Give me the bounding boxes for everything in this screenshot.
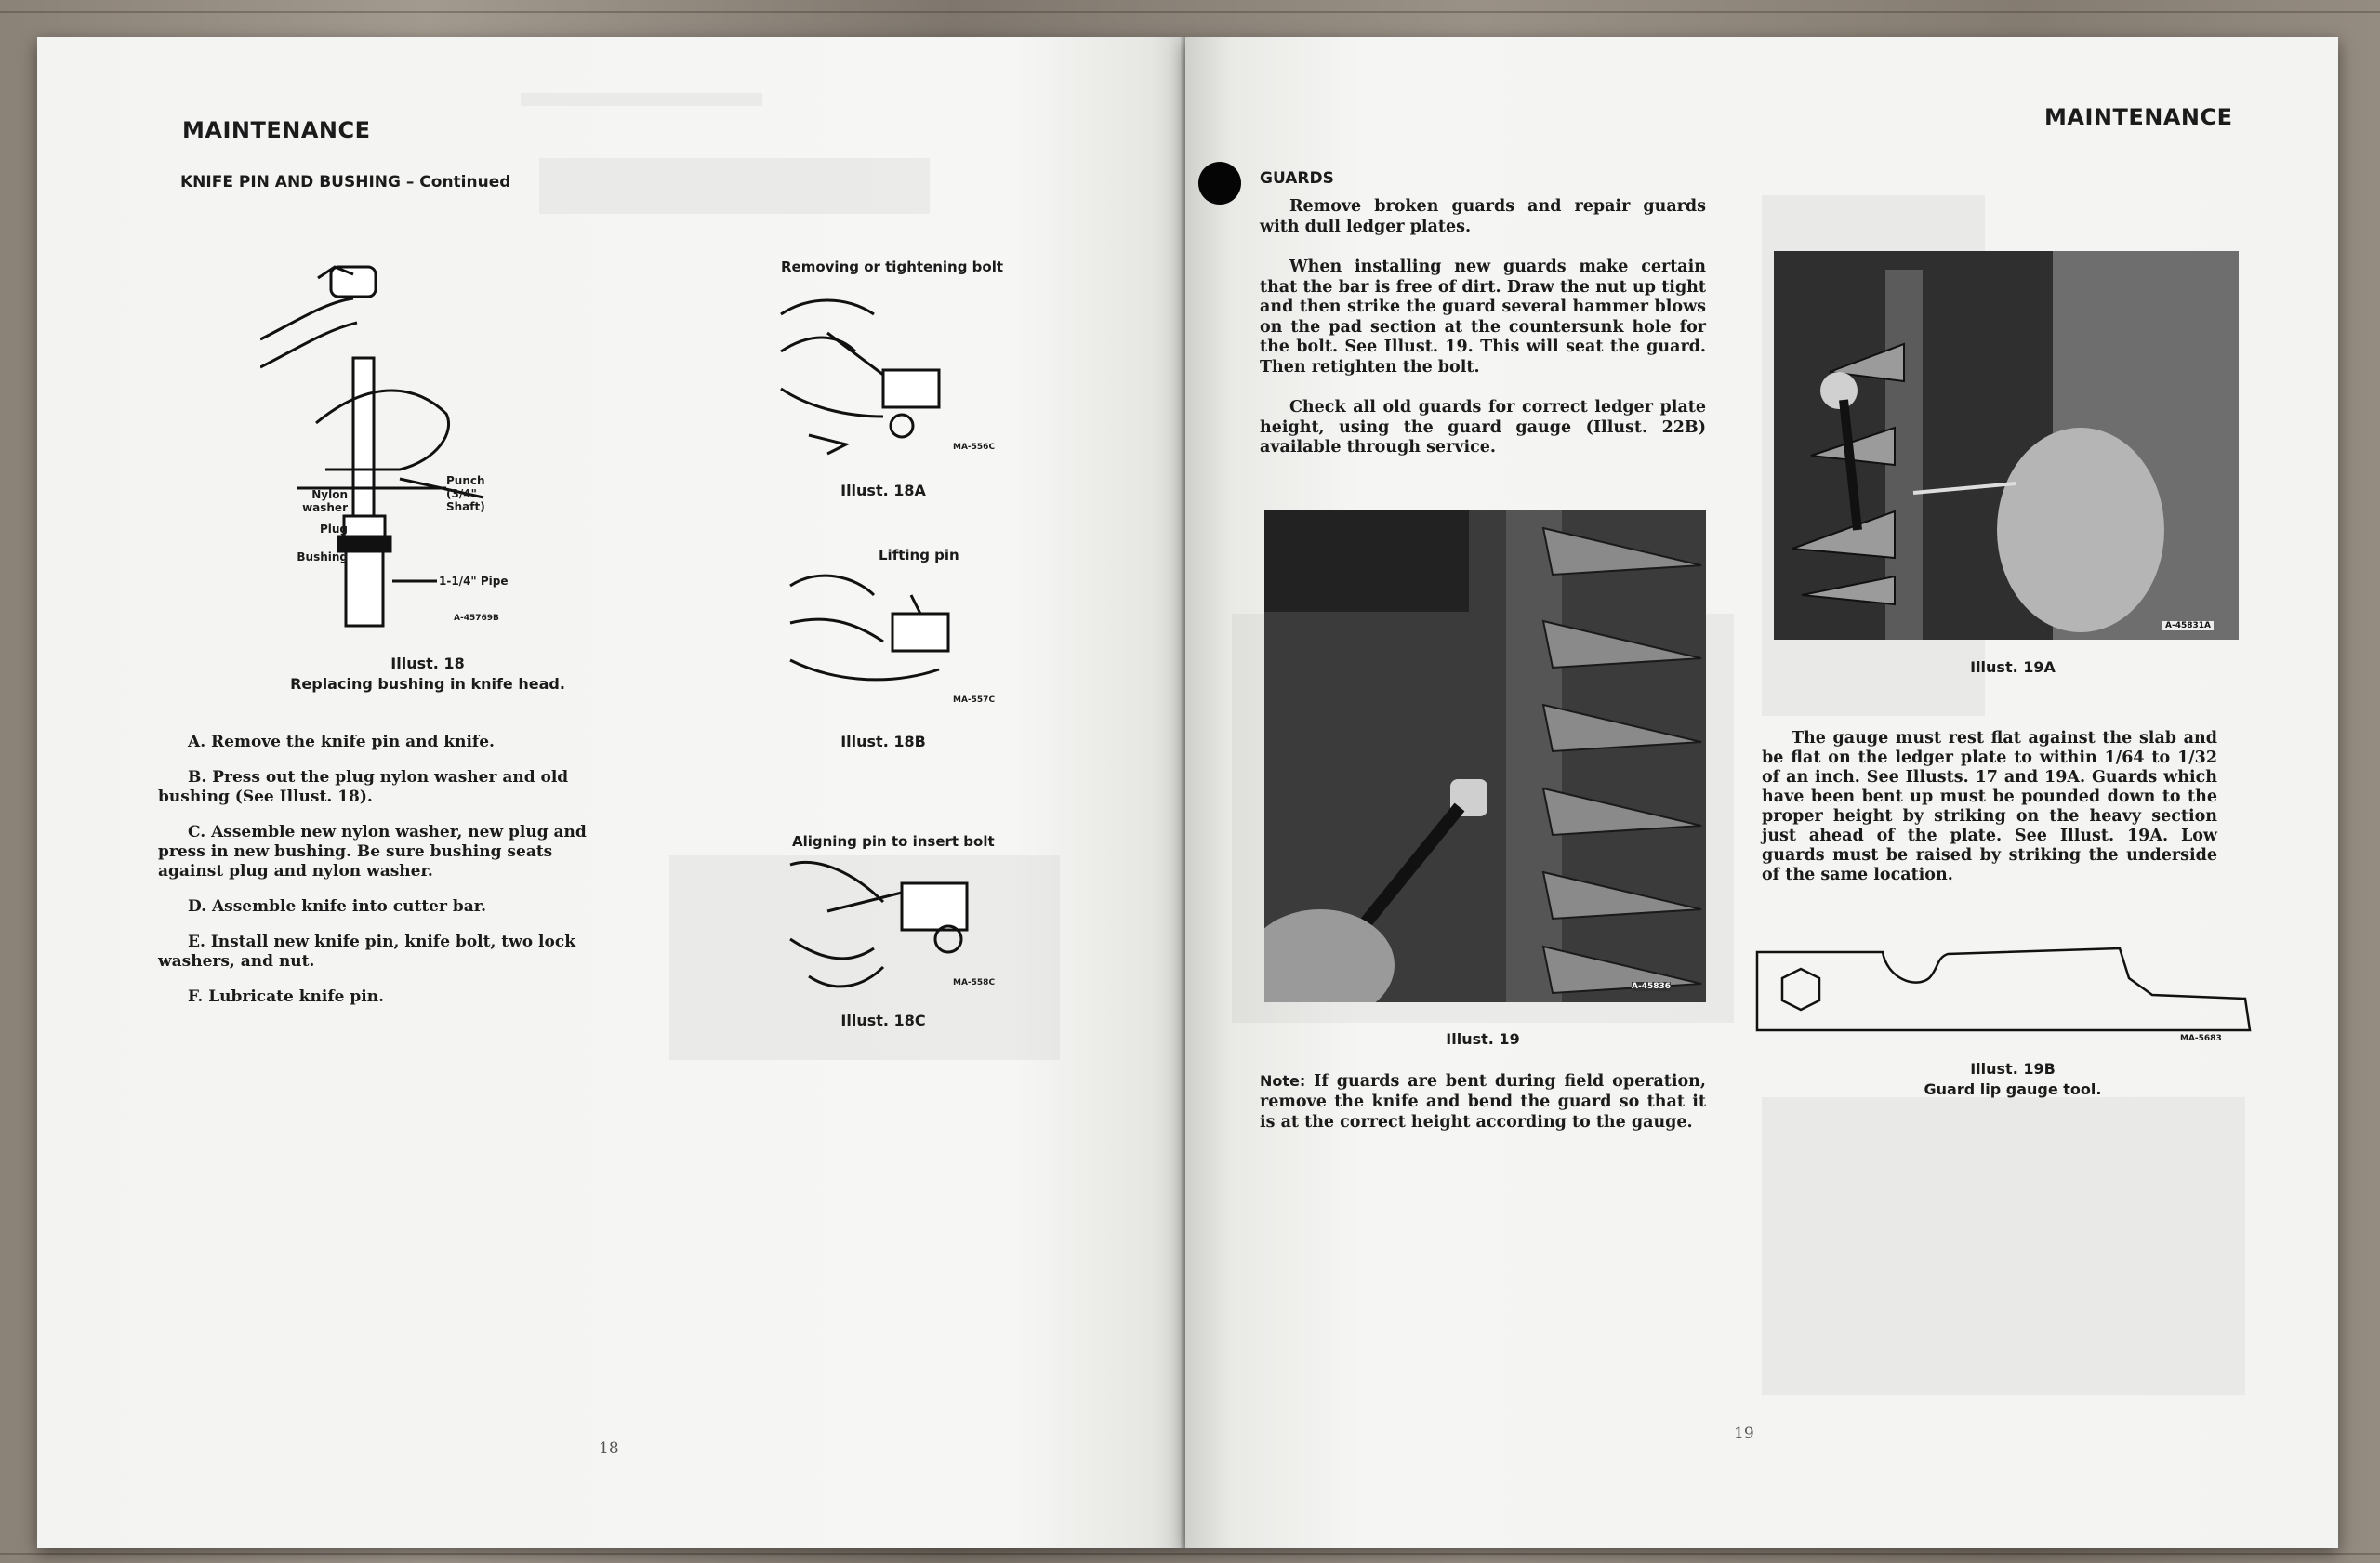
step-b: B. Press out the plug nylon washer and old bushing (See Illust. 18). — [158, 768, 569, 806]
illust-18c-label: Aligning pin to insert bolt — [792, 833, 995, 850]
show-through — [539, 158, 930, 214]
note-text: If guards are bent during field operation, remove the knife and bend the guard so that it is at the correct height according to the gauge. — [1260, 1072, 1706, 1132]
label-nylon-washer: Nylon washer — [302, 488, 348, 514]
page-number: 19 — [1734, 1424, 1754, 1443]
step-f: F. Lubricate knife pin. — [188, 987, 385, 1006]
illust-19-photo — [1264, 510, 1706, 1002]
illust-18a-caption: Illust. 18A — [840, 482, 926, 499]
step-e: E. Install new knife pin, knife bolt, two lock washers, and nut. — [158, 933, 575, 971]
illust-18a-drawing — [772, 277, 1013, 463]
illust-19a-image — [1774, 251, 2239, 640]
steps-list — [158, 733, 623, 1023]
step-d: D. Assemble knife into cutter bar. — [188, 897, 487, 916]
section-bullet — [1198, 162, 1241, 205]
illust-18a-code: MA-556C — [953, 443, 996, 452]
show-through — [1762, 1097, 2245, 1395]
illust-19b-caption-title: Illust. 19B — [1970, 1060, 2056, 1078]
illust-19-code: A-45836 — [1632, 982, 1672, 991]
label-bushing: Bushing — [297, 550, 348, 563]
illust-19a-caption: Illust. 19A — [1970, 658, 2056, 676]
section-title: KNIFE PIN AND BUSHING – Continued — [180, 173, 511, 192]
left-page — [37, 37, 1185, 1548]
paragraph-3: Check all old guards for correct ledger plate height, using the guard gauge (Illust. 22B) available through service. — [1260, 398, 1706, 457]
wood-grain-line — [0, 1553, 2380, 1555]
wood-grain-line — [0, 11, 2380, 13]
step-a: A. Remove the knife pin and knife. — [188, 733, 495, 751]
illust-19a-photo — [1774, 251, 2239, 640]
page-header: MAINTENANCE — [2044, 104, 2233, 130]
illust-18a-label: Removing or tightening bolt — [781, 258, 1004, 275]
paragraph-2: When installing new guards make certain that the bar is free of dirt. Draw the nut up tight and then strike the guard several hammer blows on the pad section at the countersunk hole for the bolt. See Illust. 19. This will seat the guard. Then retighten the bolt. — [1260, 258, 1706, 377]
note-label: Note: — [1260, 1072, 1306, 1090]
illust-18-caption-text: Replacing bushing in knife head. — [290, 675, 565, 693]
page-header: MAINTENANCE — [182, 117, 371, 143]
guards-text — [1260, 197, 1706, 479]
label-punch: Punch (3/4" Shaft) — [446, 474, 485, 513]
label-pipe: 1-1/4" Pipe — [439, 575, 509, 588]
illust-19a-code: A-45831A — [2162, 621, 2214, 630]
illust-18b-code: MA-557C — [953, 695, 996, 705]
illust-19b-drawing — [1752, 941, 2259, 1043]
illust-18-code: A-45769B — [454, 614, 499, 623]
illust-18b-label: Lifting pin — [879, 547, 959, 563]
illust-19b-code: MA-5683 — [2180, 1034, 2222, 1043]
label-plug: Plug — [319, 523, 348, 536]
show-through — [521, 93, 762, 106]
illust-19-caption: Illust. 19 — [1446, 1030, 1520, 1048]
paragraph-1: Remove broken guards and repair guards with dull ledger plates. — [1260, 197, 1706, 236]
illust-18c-caption: Illust. 18C — [840, 1012, 926, 1029]
illust-18b-caption: Illust. 18B — [840, 733, 926, 750]
step-c: C. Assemble new nylon washer, new plug and press in new bushing. Be sure bushing seats against plug and nylon washer. — [158, 823, 587, 881]
right-page — [1185, 37, 2338, 1548]
illust-18c-code: MA-558C — [953, 978, 996, 987]
gauge-paragraph: The gauge must rest flat against the slab and be flat on the ledger plate to within 1/64 to 1/32 of an inch. See Illusts. 17 and 19A. Guards which have been bent up must be pounded down to the proper height by striking on the heavy section just ahead of the plate. See Illust. 19A. Low guards must be raised by striking the underside of the same location. — [1762, 729, 2217, 884]
illust-18b-drawing — [772, 558, 1013, 707]
page-number: 18 — [599, 1439, 619, 1458]
illust-19b-caption-text: Guard lip gauge tool. — [1924, 1080, 2102, 1098]
illust-19-image — [1264, 510, 1706, 1002]
gauge-text — [1762, 729, 2217, 885]
illust-18-drawing — [260, 246, 595, 637]
note — [1260, 1071, 1706, 1133]
illust-18-caption-title: Illust. 18 — [390, 655, 465, 672]
section-title: GUARDS — [1260, 169, 1334, 188]
